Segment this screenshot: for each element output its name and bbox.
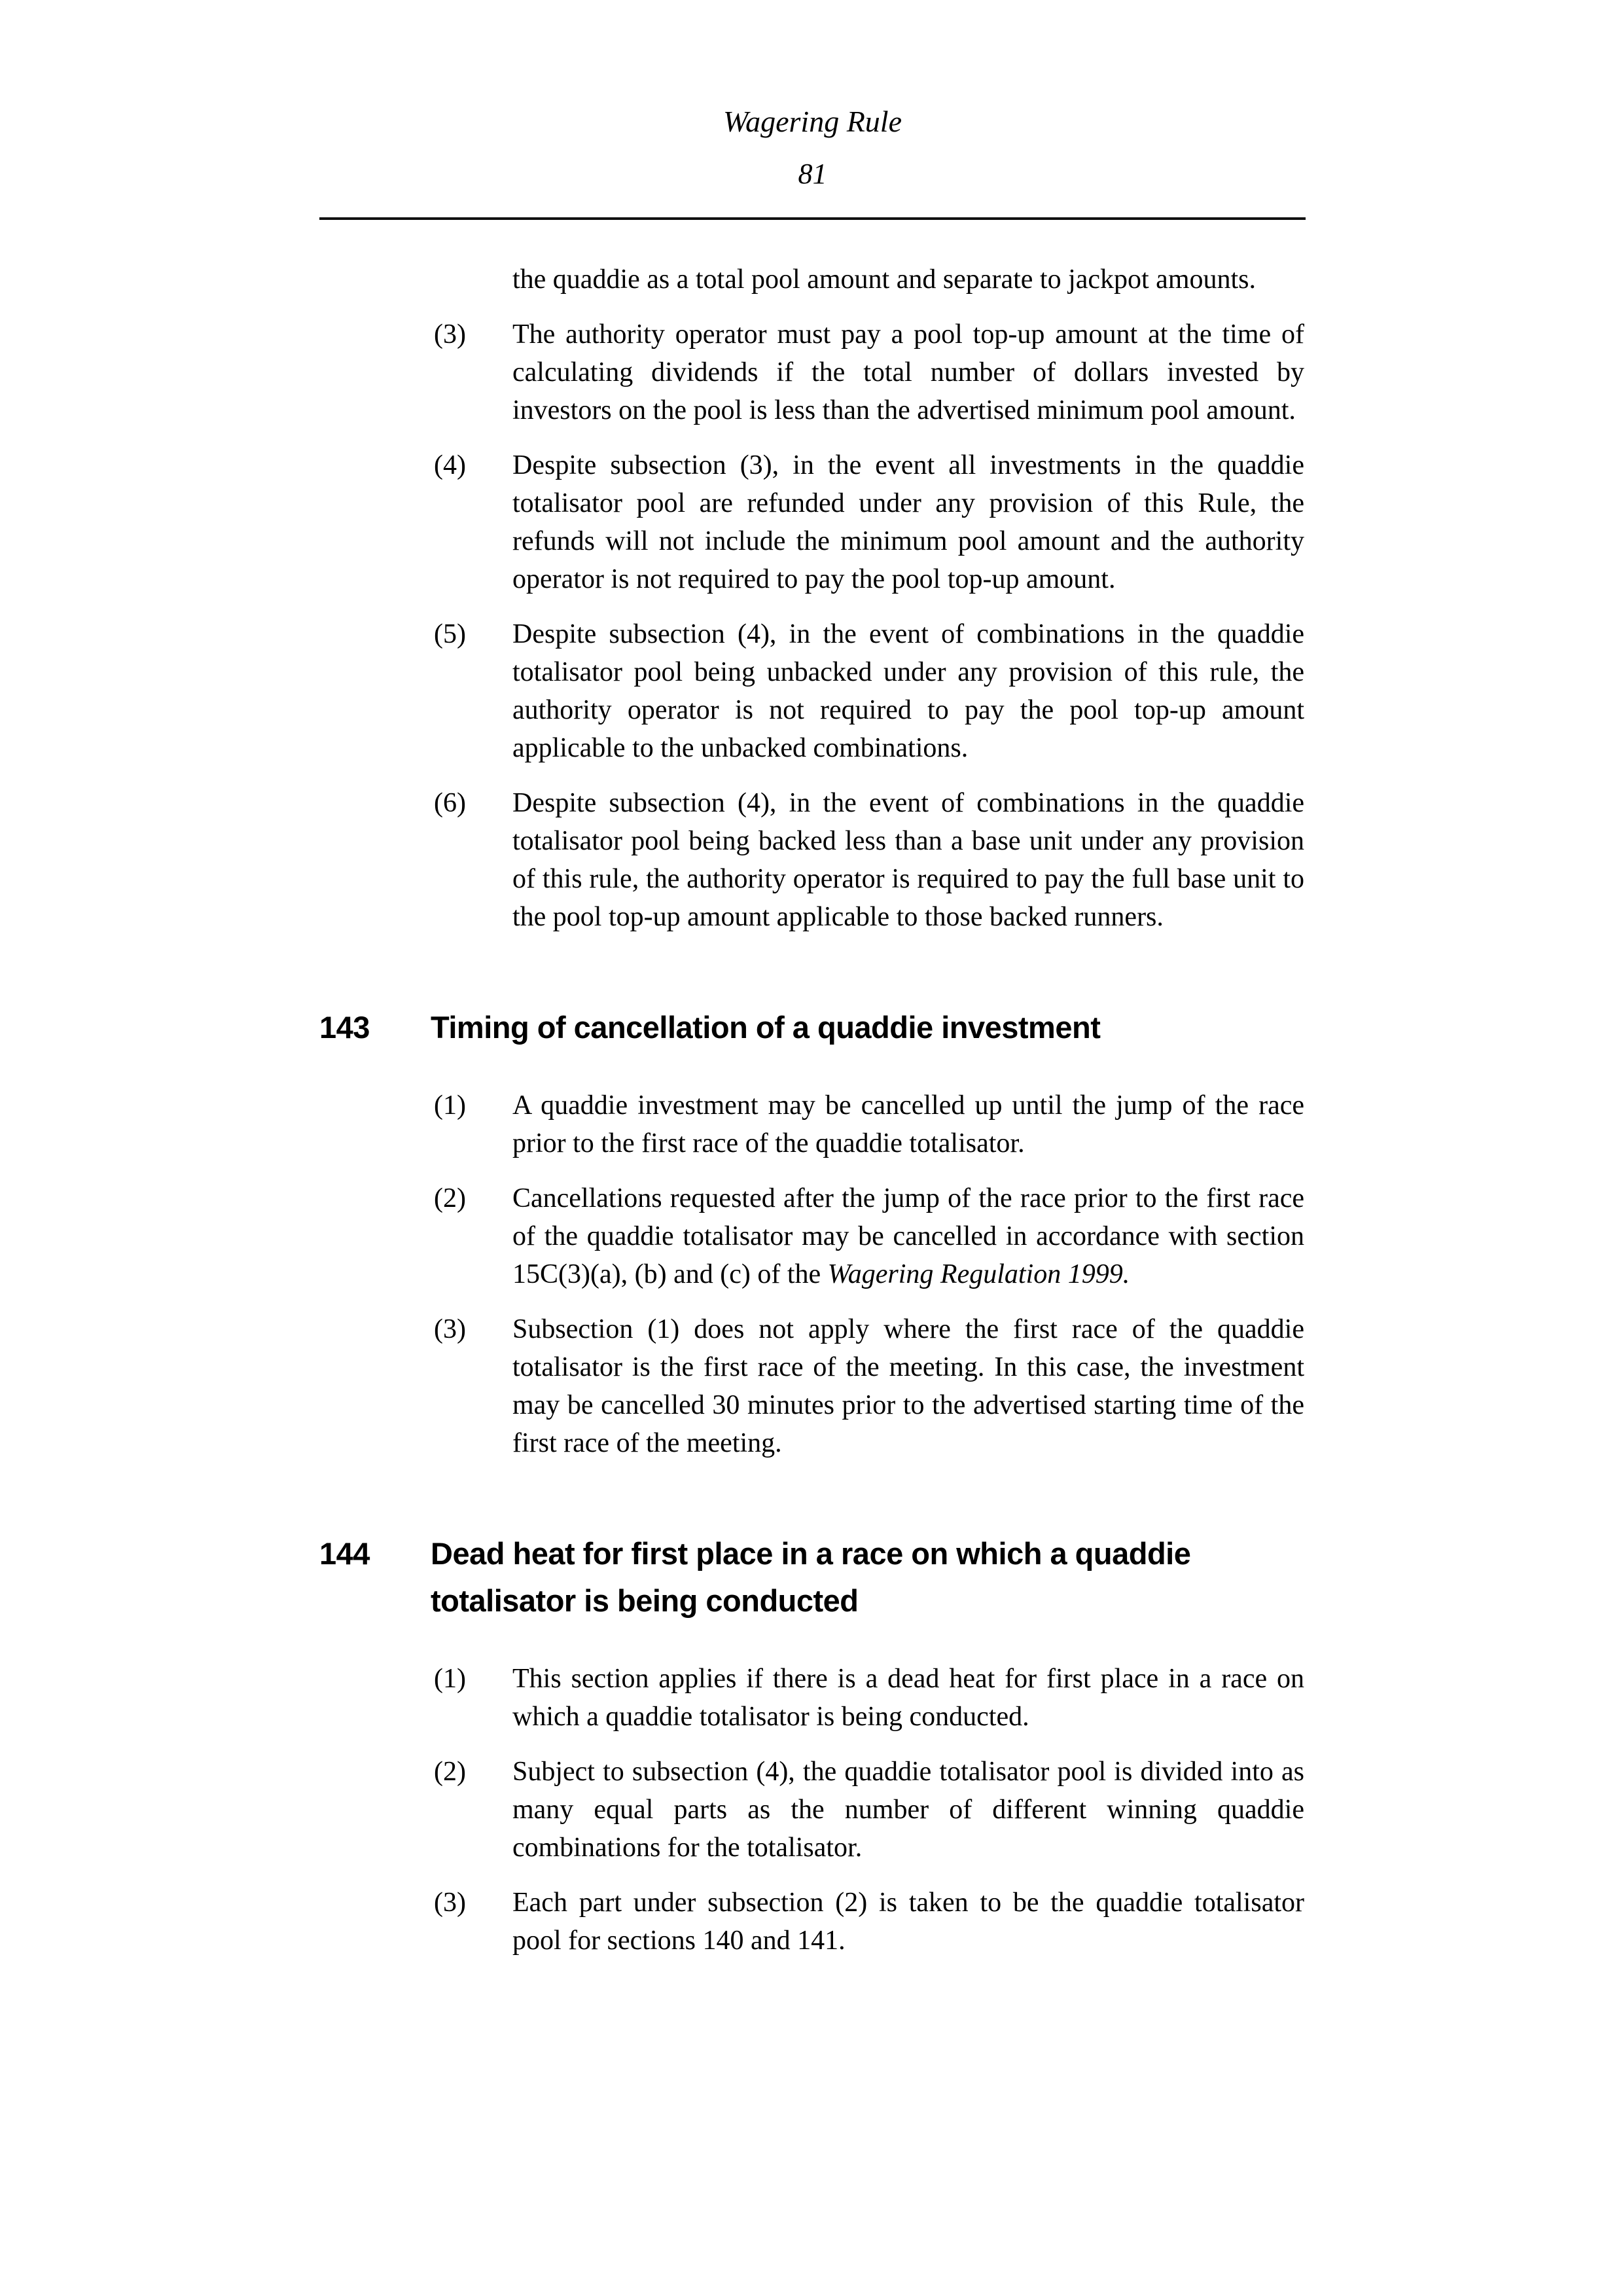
list-item — [319, 784, 1306, 936]
item-number: (3) — [434, 319, 466, 350]
item-text-italic-citation: Wagering Regulation 1999. — [827, 1259, 1130, 1289]
list-item — [319, 615, 1306, 767]
document-title: Wagering Rule — [723, 105, 902, 138]
section-heading-143 — [319, 1004, 1306, 1051]
item-text: Despite subsection (4), in the event of combinations in the quaddie totalisator pool being backed less than a base unit under any provision of this rule, the authority operator is required to pay the full base unit to the pool top-up amount applicable to those backed runners. — [512, 788, 1304, 932]
section-title: Dead heat for first place in a race on which a quaddie totalisator is being conducted — [431, 1536, 1191, 1618]
item-text: Each part under subsection (2) is taken to be the quaddie totalisator pool for sections 140 and 141. — [512, 1888, 1304, 1956]
item-text: Subject to subsection (4), the quaddie totalisator pool is divided into as many equal parts as the number of different winning quaddie combinations for the totalisator. — [512, 1757, 1304, 1863]
item-text: A quaddie investment may be cancelled up until the jump of the race prior to the first race of the quaddie totalisator. — [512, 1090, 1304, 1158]
item-number: (4) — [434, 450, 466, 480]
item-text-main: Cancellations requested after the jump of the race prior to the first race of the quaddie totalisator may be cancelled in accordance with section 15C(3)(a), (b) and (c) of the — [512, 1183, 1304, 1289]
list-item — [319, 315, 1306, 429]
item-number: (1) — [434, 1090, 466, 1121]
page-header — [319, 0, 1306, 220]
page-number: 81 — [798, 158, 827, 190]
item-text: Despite subsection (3), in the event all investments in the quaddie totalisator pool are refunded under any provision of this Rule, the refunds will not include the minimum pool amount and the authority operator is not required to pay the pool top-up amount. — [512, 450, 1304, 594]
item-number: (5) — [434, 619, 466, 649]
content-area — [319, 0, 1306, 1960]
list-item — [319, 1753, 1306, 1867]
header-rule — [319, 217, 1306, 220]
item-number: (3) — [434, 1888, 466, 1918]
document-body — [319, 260, 1306, 1960]
item-text — [512, 1179, 1304, 1293]
paragraph-continuation: the quaddie as a total pool amount and separate to jackpot amounts. — [512, 264, 1257, 295]
item-text: This section applies if there is a dead heat for first place in a race on which a quaddie totalisator is being conducted. — [512, 1664, 1304, 1732]
section-heading-144 — [319, 1530, 1306, 1624]
section-number: 144 — [319, 1536, 370, 1571]
item-number: (6) — [434, 788, 466, 818]
list-item — [319, 1179, 1306, 1293]
list-item — [319, 1660, 1306, 1736]
item-number: (3) — [434, 1314, 466, 1344]
list-item — [319, 1310, 1306, 1462]
item-text: Subsection (1) does not apply where the first race of the quaddie totalisator is the first race of the meeting. In this case, the investment may be cancelled 30 minutes prior to the advertised starting time of the first race of the meeting. — [512, 1314, 1304, 1458]
list-item — [319, 446, 1306, 598]
section-number: 143 — [319, 1010, 370, 1045]
item-number: (2) — [434, 1183, 466, 1213]
item-text: The authority operator must pay a pool top-up amount at the time of calculating dividends if the total number of dollars invested by investors on the pool is less than the advertised minimum pool amount. — [512, 319, 1304, 425]
section-title: Timing of cancellation of a quaddie investment — [431, 1010, 1101, 1045]
list-item — [319, 1884, 1306, 1960]
list-item — [319, 1086, 1306, 1162]
item-number: (2) — [434, 1757, 466, 1787]
item-text: Despite subsection (4), in the event of combinations in the quaddie totalisator pool being unbacked under any provision of this rule, the authority operator is not required to pay the pool top-up amount applicable to the unbacked combinations. — [512, 619, 1304, 763]
item-number: (1) — [434, 1664, 466, 1694]
